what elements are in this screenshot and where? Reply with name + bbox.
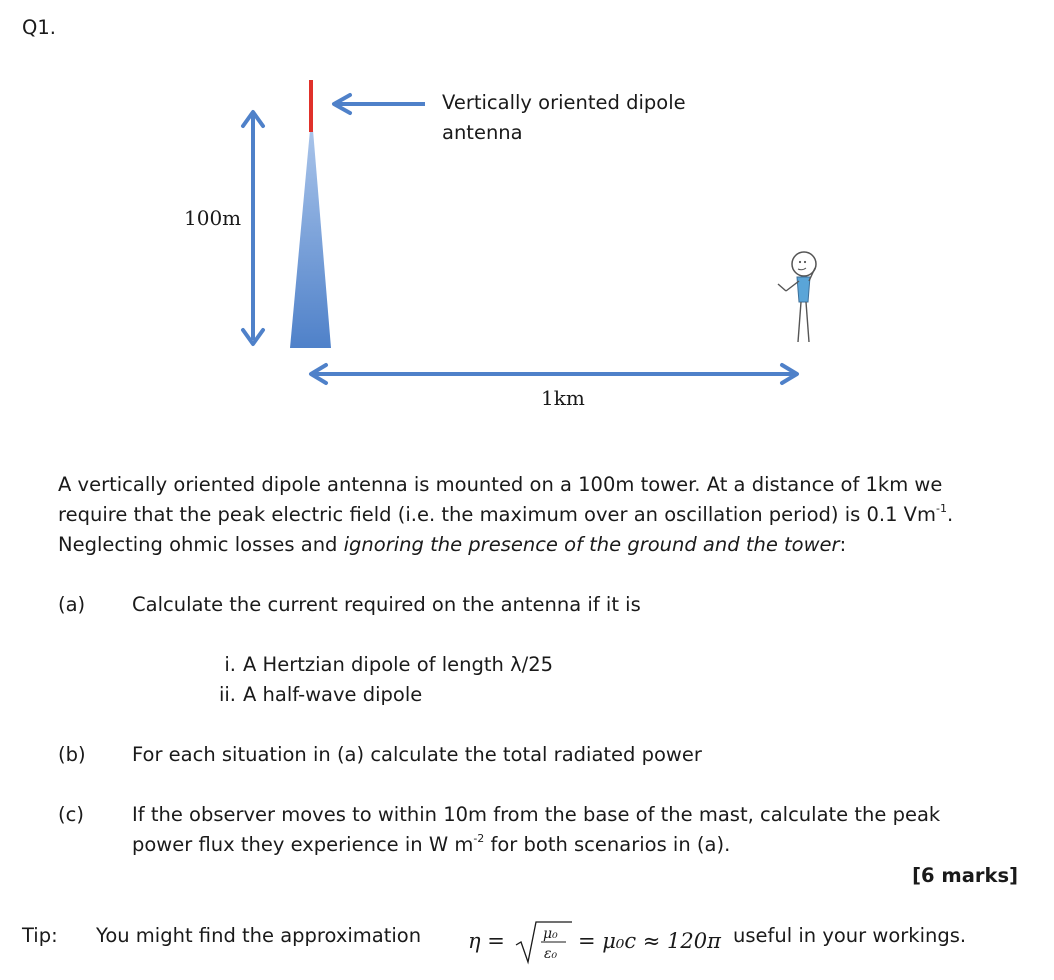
dipole-antenna xyxy=(309,80,313,132)
sub-item-number: ii. xyxy=(218,683,236,706)
antenna-label-line1: Vertically oriented dipole xyxy=(442,91,686,114)
height-arrow xyxy=(243,112,263,344)
intro-line xyxy=(58,530,1018,560)
height-label: 100m xyxy=(184,206,242,230)
formula-numerator: μ₀ xyxy=(543,926,558,942)
formula-denominator: ε₀ xyxy=(544,946,558,962)
tip-text-before: You might find the approximation xyxy=(96,924,422,947)
part-c-line2 xyxy=(132,830,730,860)
intro-text: : xyxy=(839,533,847,556)
antenna-pointer-arrow xyxy=(334,95,425,113)
part-b-text: For each situation in (a) calculate the total radiated power xyxy=(132,743,702,766)
sub-item-number: i. xyxy=(224,653,236,676)
intro-line: A vertically oriented dipole antenna is mounted on a 100m tower. At a distance of 1km we xyxy=(58,473,943,496)
formula-graphic xyxy=(466,918,730,966)
formula-lhs: η = xyxy=(468,929,505,953)
sub-item-text: A Hertzian dipole of length λ/25 xyxy=(243,653,554,676)
formula-rhs: = μ₀c ≈ 120π xyxy=(578,929,721,953)
sub-item-text: A half-wave dipole xyxy=(243,683,423,706)
part-a-text: Calculate the current required on the antenna if it is xyxy=(132,593,641,616)
impedance-formula xyxy=(466,918,730,962)
part-a-label: (a) xyxy=(58,593,86,616)
antenna-label-line2: antenna xyxy=(442,121,523,144)
intro-line xyxy=(58,500,1018,530)
question-intro xyxy=(58,470,1018,560)
part-c-text: power flux they experience in W m xyxy=(132,833,474,856)
tip-label: Tip: xyxy=(22,924,58,947)
intro-text: . xyxy=(946,503,954,526)
part-c-line1: If the observer moves to within 10m from the base of the mast, calculate the peak xyxy=(132,803,941,826)
tower xyxy=(290,130,331,348)
distance-label: 1km xyxy=(541,386,585,410)
tip-text-after: useful in your workings. xyxy=(733,924,967,947)
question-number: Q1. xyxy=(22,16,56,39)
part-c-text: for both scenarios in (a). xyxy=(484,833,731,856)
part-c-label: (c) xyxy=(58,803,84,826)
exponent: -2 xyxy=(473,831,485,845)
marks-indicator: [6 marks] xyxy=(912,864,1018,887)
intro-emphasis: ignoring the presence of the ground and the tower xyxy=(343,533,840,556)
intro-text: Neglecting ohmic losses and xyxy=(58,533,344,556)
intro-text: require that the peak electric field (i.e. the maximum over an oscillation period) is 0.1 Vm xyxy=(58,503,937,526)
distance-arrow xyxy=(311,365,797,383)
antenna-diagram xyxy=(0,0,1054,440)
exponent: -1 xyxy=(936,501,947,515)
observer-figure xyxy=(778,252,816,342)
part-b-label: (b) xyxy=(58,743,86,766)
